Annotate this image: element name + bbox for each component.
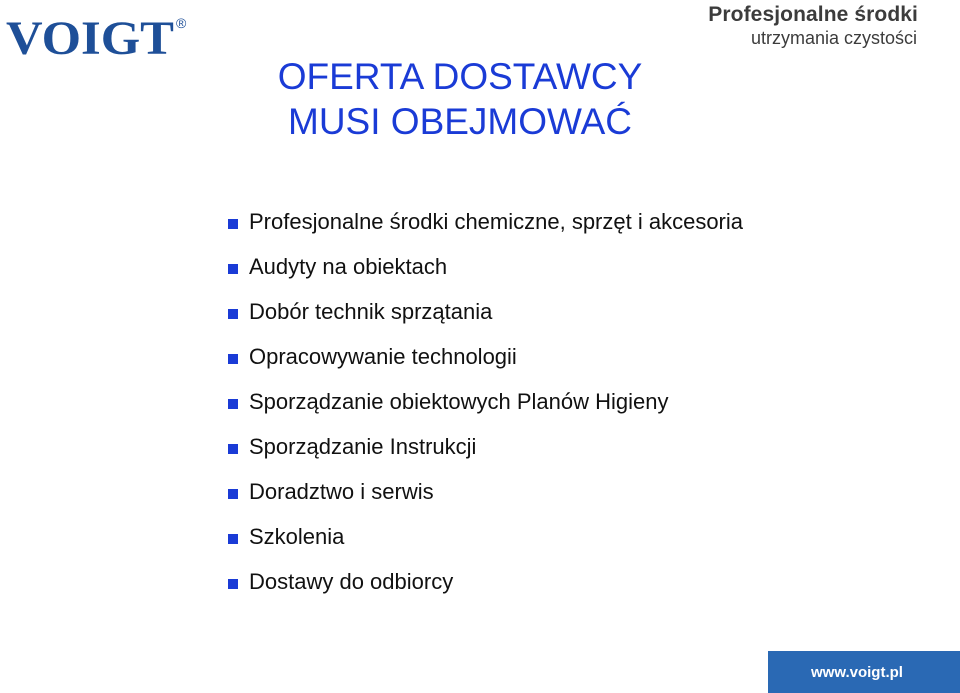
footer-url[interactable]: www.voigt.pl	[811, 663, 903, 681]
square-bullet-icon	[228, 489, 238, 499]
voigt-logo	[4, 12, 194, 58]
square-bullet-icon	[228, 579, 238, 589]
tagline-line-2: utrzymania czystości	[750, 28, 917, 48]
logo-registered-mark: ®	[176, 15, 187, 31]
bullet-text: Audyty na obiektach	[249, 253, 448, 279]
square-bullet-icon	[228, 399, 238, 409]
bullet-text: Sporządzanie Instrukcji	[249, 433, 477, 459]
footer-url-bar	[768, 651, 960, 693]
square-bullet-icon	[228, 444, 238, 454]
bullet-text: Szkolenia	[249, 523, 345, 549]
bullet-text: Dostawy do odbiorcy	[249, 568, 454, 594]
bullet-item	[228, 424, 743, 469]
bullet-item	[228, 559, 743, 604]
bullet-text: Doradztwo i serwis	[249, 478, 434, 504]
square-bullet-icon	[228, 309, 238, 319]
square-bullet-icon	[228, 354, 238, 364]
bullet-text: Dobór technik sprzątania	[249, 298, 493, 324]
square-bullet-icon	[228, 264, 238, 274]
bullet-item	[228, 334, 743, 379]
bullet-list	[228, 199, 743, 604]
bullet-item	[228, 469, 743, 514]
bullet-text: Profesjonalne środki chemiczne, sprzęt i akcesoria	[249, 208, 744, 234]
bullet-text: Opracowywanie technologii	[249, 343, 517, 369]
square-bullet-icon	[228, 534, 238, 544]
bullet-text: Sporządzanie obiektowych Planów Higieny	[249, 388, 669, 414]
bullet-item	[228, 514, 743, 559]
bullet-item	[228, 244, 743, 289]
slide-title-line-2: MUSI OBEJMOWAĆ	[288, 101, 632, 142]
logo-wordmark: VOIGT	[6, 12, 174, 58]
bullet-item	[228, 379, 743, 424]
tagline-line-1: Profesjonalne środki	[708, 3, 918, 26]
slide-title-line-1: OFERTA DOSTAWCY	[277, 56, 643, 97]
bullet-item	[228, 199, 743, 244]
header-tagline	[708, 2, 918, 48]
square-bullet-icon	[228, 219, 238, 229]
slide-title	[0, 54, 920, 144]
bullet-item	[228, 289, 743, 334]
